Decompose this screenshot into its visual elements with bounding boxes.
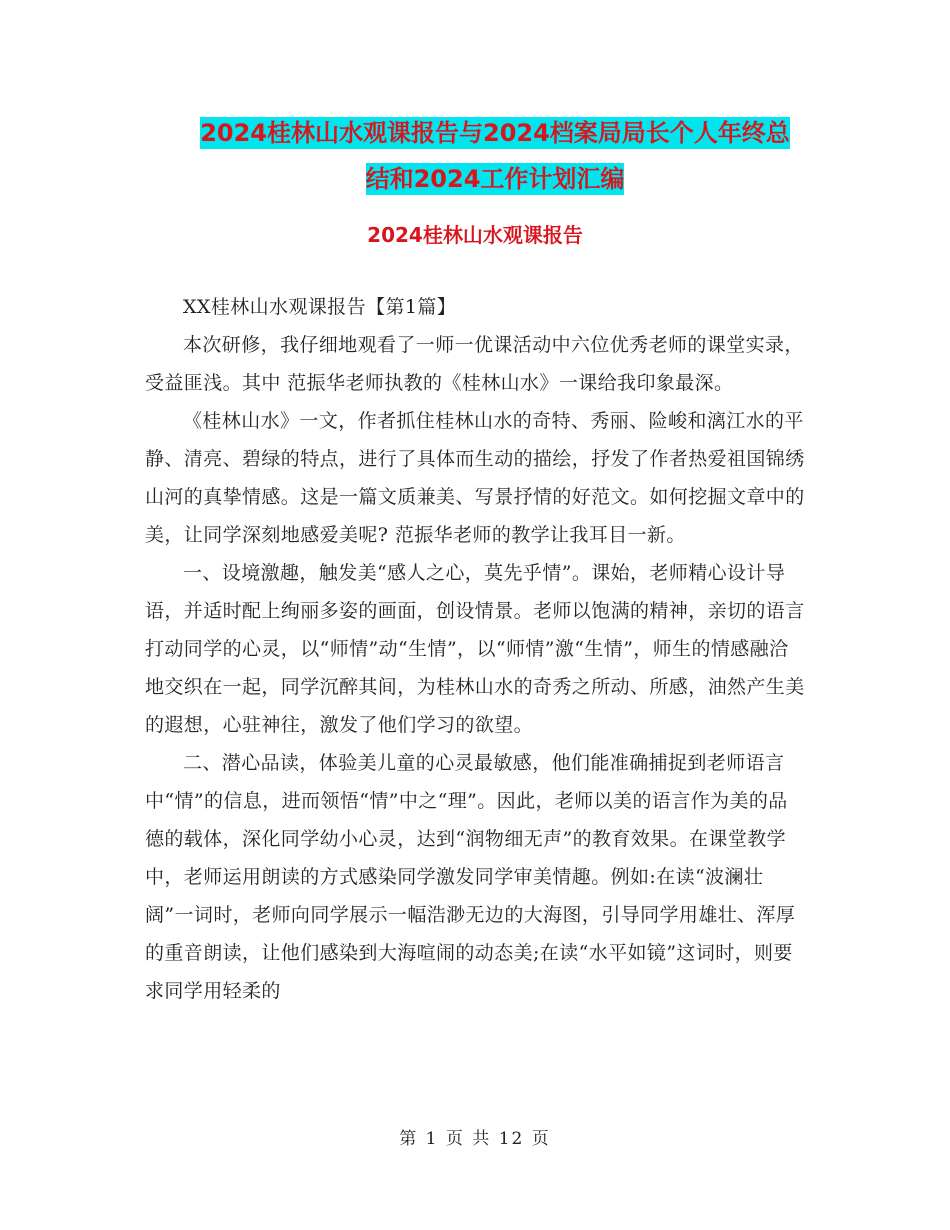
- title-line-2: 结和2024工作计划汇编: [365, 165, 625, 193]
- page-footer: 第 1 页 共 12 页: [399, 1129, 551, 1149]
- title-line-1: 2024桂林山水观课报告与2024档案局局长个人年终总: [200, 119, 790, 147]
- paragraph-subtitle: XX桂林山水观课报告【第1篇】: [183, 296, 457, 318]
- document-body: [145, 288, 807, 1010]
- section-title: 2024桂林山水观课报告: [367, 223, 583, 247]
- paragraph: 《桂林山水》一文，作者抓住桂林山水的奇特、秀丽、险峻和漓江水的平静、清亮、碧绿的特点，进行了具体而生动的描绘，抒发了作者热爱祖国锦绣山河的真挚情感。这是一篇文质兼美、写景抒情的好范文。如何挖掘文章中的美，让同学深刻地感爱美呢? 范振华老师的教学让我耳目一新。: [145, 410, 805, 546]
- paragraph: 一、设境激趣，触发美“感人之心，莫先乎情”。课始，老师精心设计导语，并适时配上绚丽多姿的画面，创设情景。老师以饱满的精神，亲切的语言打动同学的心灵，以“师情”动“生情”，以“师情”激“生情”，师生的情感融洽地交织在一起，同学沉醉其间，为桂林山水的奇秀之所动、所感，油然产生美的遐想，心驻神往，激发了他们学习的欲望。: [145, 562, 805, 736]
- paragraph: 二、潜心品读，体验美儿童的心灵最敏感，他们能准确捕捉到老师语言中“情”的信息，进而领悟“情”中之“理”。因此，老师以美的语言作为美的品德的载体，深化同学幼小心灵，达到“润物细无声”的教育效果。在课堂教学中，老师运用朗读的方式感染同学激发同学审美情趣。例如:在读“波澜壮阔”一词时，老师向同学展示一幅浩渺无边的大海图，引导同学用雄壮、浑厚的重音朗读，让他们感染到大海喧闹的动态美;在读“水平如镜”这词时，则要求同学用轻柔的: [145, 752, 796, 1002]
- document-title: [120, 110, 870, 202]
- paragraph: 本次研修，我仔细地观看了一师一优课活动中六位优秀老师的课堂实录，受益匪浅。其中 范振华老师执教的《桂林山水》一课给我印象最深。: [145, 334, 804, 394]
